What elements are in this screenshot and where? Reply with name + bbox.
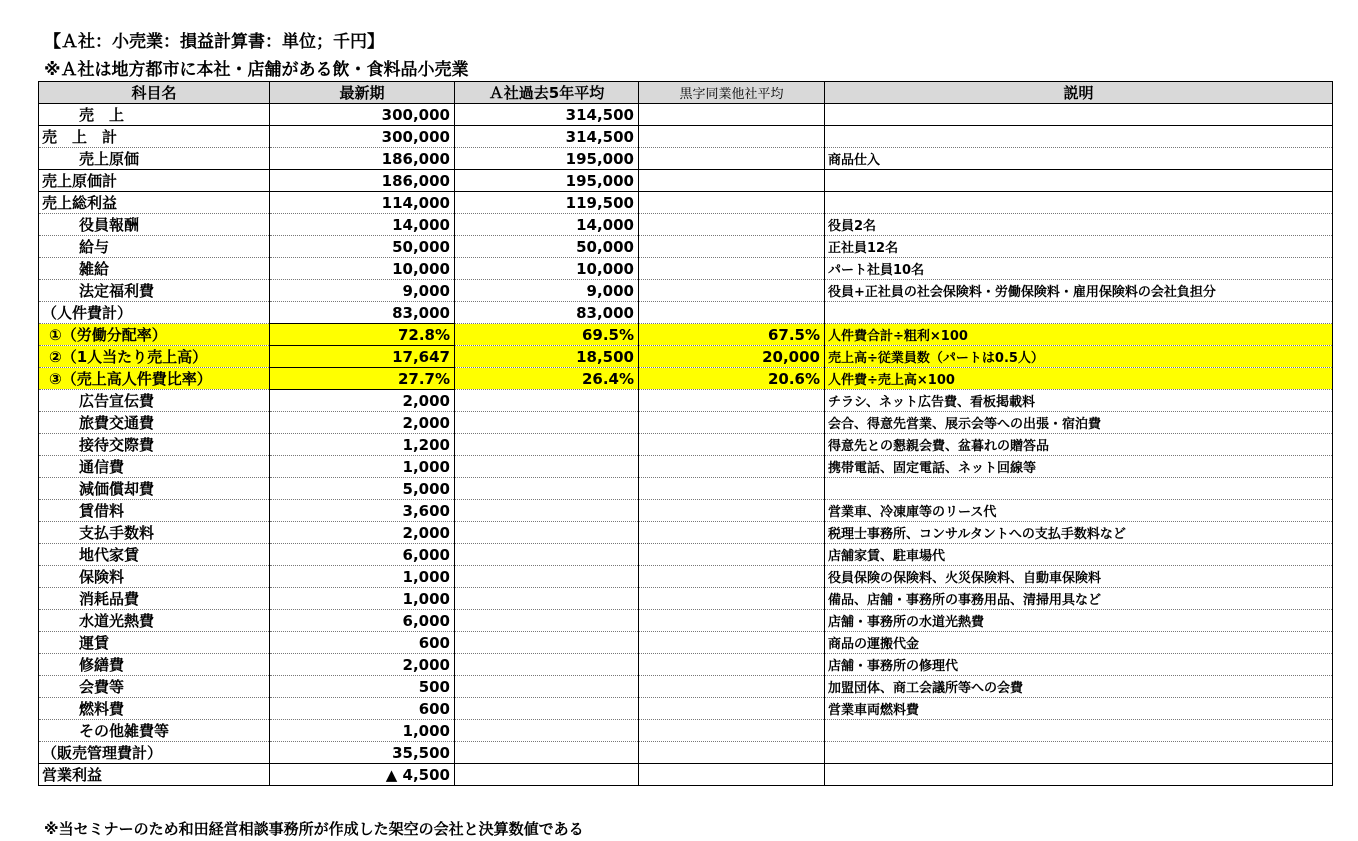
header-5yr-avg: Ａ社過去5年平均 xyxy=(455,82,639,104)
table-row xyxy=(39,148,1333,170)
account-cell: 営業利益 xyxy=(39,764,270,786)
description-cell xyxy=(825,126,1333,148)
latest-cell: 1,000 xyxy=(270,456,455,478)
description-cell xyxy=(825,302,1333,324)
latest-cell: 27.7% xyxy=(270,368,455,390)
description-cell: 加盟団体、商工会議所等への会費 xyxy=(825,676,1333,698)
header-latest: 最新期 xyxy=(270,82,455,104)
description-cell: 人件費÷売上高×100 xyxy=(825,368,1333,390)
5yr-avg-cell xyxy=(455,720,639,742)
peer-avg-cell xyxy=(639,170,825,192)
latest-cell: 1,000 xyxy=(270,566,455,588)
account-cell: 旅費交通費 xyxy=(39,412,270,434)
peer-avg-cell xyxy=(639,500,825,522)
latest-cell: 186,000 xyxy=(270,148,455,170)
table-row xyxy=(39,214,1333,236)
description-cell: 人件費合計÷粗利×100 xyxy=(825,324,1333,346)
peer-avg-cell xyxy=(639,610,825,632)
account-cell: 売上原価計 xyxy=(39,170,270,192)
account-cell: 会費等 xyxy=(39,676,270,698)
description-cell: 営業車、冷凍庫等のリース代 xyxy=(825,500,1333,522)
peer-avg-cell xyxy=(639,478,825,500)
peer-avg-cell: 20.6% xyxy=(639,368,825,390)
peer-avg-cell xyxy=(639,632,825,654)
latest-cell: 600 xyxy=(270,632,455,654)
description-cell: 商品仕入 xyxy=(825,148,1333,170)
latest-cell: 17,647 xyxy=(270,346,455,368)
peer-avg-cell xyxy=(639,412,825,434)
account-cell: 給与 xyxy=(39,236,270,258)
5yr-avg-cell: 314,500 xyxy=(455,126,639,148)
peer-avg-cell xyxy=(639,192,825,214)
5yr-avg-cell xyxy=(455,544,639,566)
peer-avg-cell xyxy=(639,258,825,280)
description-cell: 役員保険の保険料、火災保険料、自動車保険料 xyxy=(825,566,1333,588)
latest-cell: 300,000 xyxy=(270,126,455,148)
table-row xyxy=(39,632,1333,654)
5yr-avg-cell: 195,000 xyxy=(455,148,639,170)
table-row xyxy=(39,742,1333,764)
latest-cell: 2,000 xyxy=(270,654,455,676)
description-cell: 備品、店舗・事務所の事務用品、清掃用具など xyxy=(825,588,1333,610)
account-cell: 修繕費 xyxy=(39,654,270,676)
latest-cell: 3,600 xyxy=(270,500,455,522)
description-cell: 正社員12名 xyxy=(825,236,1333,258)
peer-avg-cell xyxy=(639,742,825,764)
table-row xyxy=(39,302,1333,324)
latest-cell: 50,000 xyxy=(270,236,455,258)
description-cell xyxy=(825,720,1333,742)
latest-cell: 14,000 xyxy=(270,214,455,236)
description-cell: 店舗・事務所の水道光熱費 xyxy=(825,610,1333,632)
5yr-avg-cell: 50,000 xyxy=(455,236,639,258)
account-cell: 支払手数料 xyxy=(39,522,270,544)
peer-avg-cell xyxy=(639,390,825,412)
account-cell: 保険料 xyxy=(39,566,270,588)
income-statement-table xyxy=(38,81,1333,786)
5yr-avg-cell: 18,500 xyxy=(455,346,639,368)
table-row xyxy=(39,544,1333,566)
5yr-avg-cell: 83,000 xyxy=(455,302,639,324)
peer-avg-cell: 20,000 xyxy=(639,346,825,368)
peer-avg-cell xyxy=(639,148,825,170)
description-cell xyxy=(825,478,1333,500)
account-cell: 売 上 xyxy=(39,104,270,126)
latest-cell: 300,000 xyxy=(270,104,455,126)
peer-avg-cell xyxy=(639,720,825,742)
account-cell: 通信費 xyxy=(39,456,270,478)
5yr-avg-cell xyxy=(455,610,639,632)
account-cell: ③（売上高人件費比率） xyxy=(39,368,270,390)
table-row xyxy=(39,654,1333,676)
5yr-avg-cell xyxy=(455,588,639,610)
account-cell: 燃料費 xyxy=(39,698,270,720)
peer-avg-cell xyxy=(639,588,825,610)
peer-avg-cell: 67.5% xyxy=(639,324,825,346)
latest-cell: 5,000 xyxy=(270,478,455,500)
account-cell: その他雑費等 xyxy=(39,720,270,742)
description-cell xyxy=(825,742,1333,764)
latest-cell: 1,200 xyxy=(270,434,455,456)
peer-avg-cell xyxy=(639,456,825,478)
peer-avg-cell xyxy=(639,214,825,236)
latest-cell: 186,000 xyxy=(270,170,455,192)
account-cell: 地代家賃 xyxy=(39,544,270,566)
latest-cell: 500 xyxy=(270,676,455,698)
table-row xyxy=(39,324,1333,346)
description-cell: チラシ、ネット広告費、看板掲載料 xyxy=(825,390,1333,412)
account-cell: 法定福利費 xyxy=(39,280,270,302)
description-cell: パート社員10名 xyxy=(825,258,1333,280)
table-row xyxy=(39,588,1333,610)
peer-avg-cell xyxy=(639,126,825,148)
latest-cell: 114,000 xyxy=(270,192,455,214)
description-cell: 会合、得意先営業、展示会等への出張・宿泊費 xyxy=(825,412,1333,434)
table-row xyxy=(39,478,1333,500)
latest-cell: 1,000 xyxy=(270,720,455,742)
5yr-avg-cell: 69.5% xyxy=(455,324,639,346)
account-cell: 水道光熱費 xyxy=(39,610,270,632)
5yr-avg-cell xyxy=(455,742,639,764)
peer-avg-cell xyxy=(639,544,825,566)
latest-cell: 9,000 xyxy=(270,280,455,302)
table-row xyxy=(39,698,1333,720)
table-row xyxy=(39,170,1333,192)
account-cell: 売 上 計 xyxy=(39,126,270,148)
header-peer-avg: 黒字同業他社平均 xyxy=(639,82,825,104)
table-row xyxy=(39,720,1333,742)
description-cell: 携帯電話、固定電話、ネット回線等 xyxy=(825,456,1333,478)
5yr-avg-cell: 9,000 xyxy=(455,280,639,302)
5yr-avg-cell xyxy=(455,764,639,786)
5yr-avg-cell xyxy=(455,478,639,500)
description-cell: 店舗・事務所の修理代 xyxy=(825,654,1333,676)
table-row xyxy=(39,522,1333,544)
table-row xyxy=(39,280,1333,302)
latest-cell: 10,000 xyxy=(270,258,455,280)
latest-cell: 6,000 xyxy=(270,610,455,632)
table-row xyxy=(39,456,1333,478)
table-row xyxy=(39,346,1333,368)
table-row xyxy=(39,764,1333,786)
latest-cell: 2,000 xyxy=(270,522,455,544)
5yr-avg-cell xyxy=(455,566,639,588)
account-cell: 雑給 xyxy=(39,258,270,280)
account-cell: 賃借料 xyxy=(39,500,270,522)
account-cell: 消耗品費 xyxy=(39,588,270,610)
latest-cell: 72.8% xyxy=(270,324,455,346)
description-cell xyxy=(825,104,1333,126)
latest-cell: 2,000 xyxy=(270,390,455,412)
latest-cell: 83,000 xyxy=(270,302,455,324)
table-row xyxy=(39,104,1333,126)
5yr-avg-cell: 195,000 xyxy=(455,170,639,192)
5yr-avg-cell xyxy=(455,698,639,720)
5yr-avg-cell: 10,000 xyxy=(455,258,639,280)
description-cell: 税理士事務所、コンサルタントへの支払手数料など xyxy=(825,522,1333,544)
peer-avg-cell xyxy=(639,280,825,302)
account-cell: 広告宣伝費 xyxy=(39,390,270,412)
description-cell xyxy=(825,170,1333,192)
5yr-avg-cell xyxy=(455,676,639,698)
account-cell: （販売管理費計） xyxy=(39,742,270,764)
table-row xyxy=(39,126,1333,148)
table-row xyxy=(39,434,1333,456)
account-cell: ①（労働分配率） xyxy=(39,324,270,346)
account-cell: 運賃 xyxy=(39,632,270,654)
description-cell: 役員+正社員の社会保険料・労働保険料・雇用保険料の会社負担分 xyxy=(825,280,1333,302)
5yr-avg-cell xyxy=(455,390,639,412)
description-cell xyxy=(825,192,1333,214)
latest-cell: 600 xyxy=(270,698,455,720)
peer-avg-cell xyxy=(639,236,825,258)
description-cell xyxy=(825,764,1333,786)
latest-cell: 35,500 xyxy=(270,742,455,764)
table-row xyxy=(39,390,1333,412)
5yr-avg-cell xyxy=(455,456,639,478)
table-row xyxy=(39,676,1333,698)
table-row xyxy=(39,368,1333,390)
account-cell: 売上総利益 xyxy=(39,192,270,214)
peer-avg-cell xyxy=(639,104,825,126)
latest-cell: 1,000 xyxy=(270,588,455,610)
5yr-avg-cell xyxy=(455,522,639,544)
description-cell: 得意先との懇親会費、盆暮れの贈答品 xyxy=(825,434,1333,456)
description-cell: 店舗家賃、駐車場代 xyxy=(825,544,1333,566)
account-cell: 役員報酬 xyxy=(39,214,270,236)
description-cell: 役員2名 xyxy=(825,214,1333,236)
5yr-avg-cell xyxy=(455,632,639,654)
account-cell: ②（1人当たり売上高） xyxy=(39,346,270,368)
5yr-avg-cell: 14,000 xyxy=(455,214,639,236)
peer-avg-cell xyxy=(639,302,825,324)
table-header-row xyxy=(39,82,1333,104)
header-account: 科目名 xyxy=(39,82,270,104)
5yr-avg-cell xyxy=(455,654,639,676)
table-row xyxy=(39,412,1333,434)
footnote: ※当セミナーのため和田経営相談事務所が作成した架空の会社と決算数値である xyxy=(44,820,584,838)
peer-avg-cell xyxy=(639,698,825,720)
table-row xyxy=(39,192,1333,214)
account-cell: 減価償却費 xyxy=(39,478,270,500)
header-description: 説明 xyxy=(825,82,1333,104)
5yr-avg-cell xyxy=(455,500,639,522)
account-cell: （人件費計） xyxy=(39,302,270,324)
description-cell: 商品の運搬代金 xyxy=(825,632,1333,654)
account-cell: 売上原価 xyxy=(39,148,270,170)
latest-cell: ▲ 4,500 xyxy=(270,764,455,786)
5yr-avg-cell xyxy=(455,412,639,434)
account-cell: 接待交際費 xyxy=(39,434,270,456)
table-row xyxy=(39,566,1333,588)
latest-cell: 2,000 xyxy=(270,412,455,434)
peer-avg-cell xyxy=(639,654,825,676)
sheet-title: 【Ａ社：小売業：損益計算書：単位；千円】 xyxy=(44,32,384,52)
description-cell: 営業車両燃料費 xyxy=(825,698,1333,720)
table-row xyxy=(39,610,1333,632)
peer-avg-cell xyxy=(639,522,825,544)
peer-avg-cell xyxy=(639,434,825,456)
description-cell: 売上高÷従業員数（パートは0.5人） xyxy=(825,346,1333,368)
5yr-avg-cell: 119,500 xyxy=(455,192,639,214)
5yr-avg-cell: 314,500 xyxy=(455,104,639,126)
peer-avg-cell xyxy=(639,566,825,588)
table-row xyxy=(39,500,1333,522)
peer-avg-cell xyxy=(639,764,825,786)
peer-avg-cell xyxy=(639,676,825,698)
latest-cell: 6,000 xyxy=(270,544,455,566)
5yr-avg-cell: 26.4% xyxy=(455,368,639,390)
5yr-avg-cell xyxy=(455,434,639,456)
table-row xyxy=(39,236,1333,258)
table-row xyxy=(39,258,1333,280)
sheet-subtitle: ※Ａ社は地方都市に本社・店舗がある飲・食料品小売業 xyxy=(44,60,469,80)
